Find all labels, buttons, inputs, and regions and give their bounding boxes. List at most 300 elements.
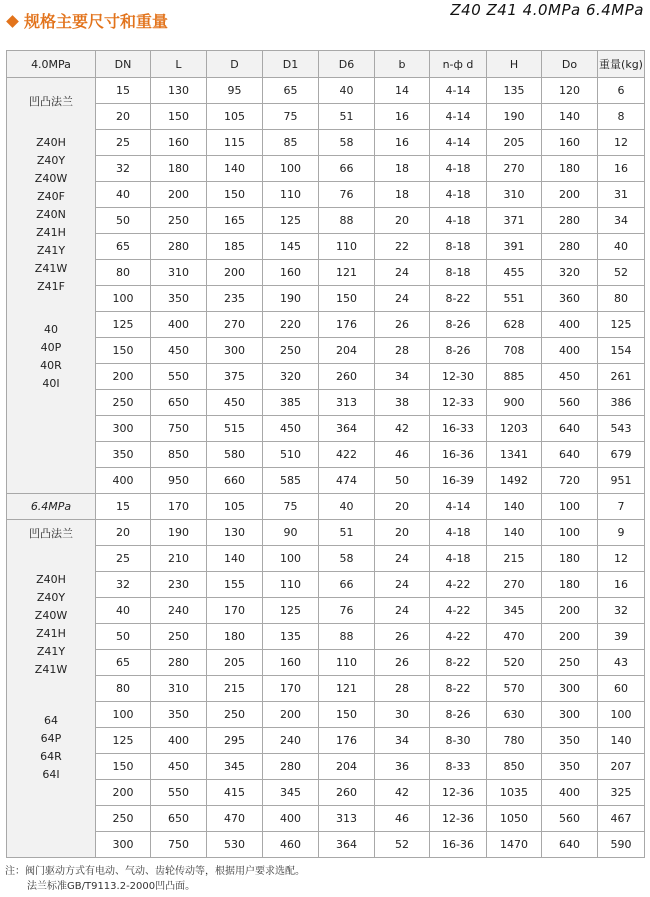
table-cell: 6 xyxy=(598,78,645,104)
table-cell: 140 xyxy=(487,520,542,546)
table-cell: 1035 xyxy=(487,780,542,806)
table-cell: 32 xyxy=(96,572,151,598)
table-cell: 585 xyxy=(263,468,319,494)
table-cell: 170 xyxy=(151,494,207,520)
table-cell: 230 xyxy=(151,572,207,598)
table-cell: 364 xyxy=(319,416,375,442)
table-cell: 300 xyxy=(96,832,151,858)
table-row xyxy=(7,364,645,390)
column-header: n-ф d xyxy=(430,51,487,78)
table-row xyxy=(7,624,645,650)
table-cell: 26 xyxy=(375,650,430,676)
model-code-label: Z41F xyxy=(37,280,65,293)
model-code-label: Z41W xyxy=(34,663,68,676)
table-cell: 20 xyxy=(375,494,430,520)
table-cell: 65 xyxy=(263,78,319,104)
table-cell: 32 xyxy=(598,598,645,624)
table-cell: 520 xyxy=(487,650,542,676)
table-cell: 38 xyxy=(375,390,430,416)
table-cell: 280 xyxy=(263,754,319,780)
table-cell: 125 xyxy=(598,312,645,338)
table-cell: 18 xyxy=(375,156,430,182)
table-cell: 14 xyxy=(375,78,430,104)
table-cell: 371 xyxy=(487,208,542,234)
table-cell: 150 xyxy=(96,754,151,780)
model-code-label: Z40H xyxy=(36,136,66,149)
table-cell: 1050 xyxy=(487,806,542,832)
table-cell: 16 xyxy=(598,156,645,182)
table-cell: 750 xyxy=(151,832,207,858)
table-cell: 100 xyxy=(542,520,598,546)
table-cell: 80 xyxy=(598,286,645,312)
table-cell: 75 xyxy=(263,104,319,130)
table-cell: 250 xyxy=(542,650,598,676)
column-header: DN xyxy=(96,51,151,78)
model-list-cell xyxy=(7,78,96,494)
table-row xyxy=(7,520,645,546)
table-cell: 310 xyxy=(487,182,542,208)
table-row xyxy=(7,598,645,624)
table-cell: 170 xyxy=(263,676,319,702)
table-cell: 40 xyxy=(319,78,375,104)
table-cell: 543 xyxy=(598,416,645,442)
table-cell: 34 xyxy=(598,208,645,234)
table-cell: 8-22 xyxy=(430,676,487,702)
table-row xyxy=(7,78,645,104)
table-cell: 200 xyxy=(542,598,598,624)
table-cell: 4-18 xyxy=(430,546,487,572)
table-cell: 280 xyxy=(542,208,598,234)
table-cell: 140 xyxy=(207,156,263,182)
table-cell: 270 xyxy=(207,312,263,338)
header-row xyxy=(7,51,645,78)
model-label: Z40 Z41 4.0MPa 6.4MPa xyxy=(450,1,644,19)
table-cell: 4-18 xyxy=(430,156,487,182)
model-code-label: Z40H xyxy=(36,573,66,586)
table-cell: 200 xyxy=(542,624,598,650)
model-code-label: 40 xyxy=(44,323,58,336)
table-cell: 450 xyxy=(207,390,263,416)
table-cell: 30 xyxy=(375,702,430,728)
table-cell: 450 xyxy=(151,754,207,780)
table-row xyxy=(7,338,645,364)
table-cell: 8-26 xyxy=(430,312,487,338)
table-cell: 400 xyxy=(96,468,151,494)
column-header: 4.0MPa xyxy=(7,51,96,78)
table-cell: 24 xyxy=(375,572,430,598)
table-cell: 550 xyxy=(151,364,207,390)
table-cell: 210 xyxy=(151,546,207,572)
table-cell: 165 xyxy=(207,208,263,234)
table-cell: 52 xyxy=(598,260,645,286)
table-row xyxy=(7,468,645,494)
table-cell: 135 xyxy=(487,78,542,104)
model-code-label: 40P xyxy=(40,341,62,354)
table-cell: 708 xyxy=(487,338,542,364)
table-cell: 325 xyxy=(598,780,645,806)
note-line: 法兰标准GB/T9113.2-2000凹凸面。 xyxy=(27,881,196,892)
table-cell: 190 xyxy=(263,286,319,312)
table-cell: 185 xyxy=(207,234,263,260)
table-cell: 550 xyxy=(151,780,207,806)
table-cell: 391 xyxy=(487,234,542,260)
table-cell: 52 xyxy=(375,832,430,858)
table-cell: 110 xyxy=(319,650,375,676)
table-cell: 640 xyxy=(542,442,598,468)
table-cell: 100 xyxy=(96,702,151,728)
table-cell: 250 xyxy=(207,702,263,728)
table-cell: 16 xyxy=(598,572,645,598)
table-cell: 345 xyxy=(487,598,542,624)
table-cell: 415 xyxy=(207,780,263,806)
table-cell: 1492 xyxy=(487,468,542,494)
table-row xyxy=(7,156,645,182)
table-cell: 467 xyxy=(598,806,645,832)
table-row xyxy=(7,572,645,598)
table-cell: 350 xyxy=(96,442,151,468)
table-cell: 24 xyxy=(375,546,430,572)
table-cell: 20 xyxy=(96,520,151,546)
table-cell: 850 xyxy=(151,442,207,468)
table-cell: 450 xyxy=(151,338,207,364)
table-cell: 20 xyxy=(375,208,430,234)
table-cell: 65 xyxy=(96,234,151,260)
table-cell: 130 xyxy=(207,520,263,546)
spec-table xyxy=(6,50,645,858)
table-cell: 510 xyxy=(263,442,319,468)
table-row xyxy=(7,650,645,676)
model-code-label: Z41H xyxy=(36,627,66,640)
column-header: D6 xyxy=(319,51,375,78)
table-cell: 4-18 xyxy=(430,520,487,546)
table-cell: 400 xyxy=(542,338,598,364)
table-cell: 8 xyxy=(598,104,645,130)
table-cell: 1341 xyxy=(487,442,542,468)
table-cell: 40 xyxy=(96,182,151,208)
table-cell: 320 xyxy=(263,364,319,390)
table-cell: 125 xyxy=(96,728,151,754)
table-cell: 220 xyxy=(263,312,319,338)
table-cell: 121 xyxy=(319,260,375,286)
table-cell: 22 xyxy=(375,234,430,260)
table-cell: 66 xyxy=(319,572,375,598)
table-cell: 8-18 xyxy=(430,234,487,260)
table-cell: 630 xyxy=(487,702,542,728)
table-cell: 50 xyxy=(375,468,430,494)
table-cell: 125 xyxy=(263,208,319,234)
table-cell: 40 xyxy=(96,598,151,624)
table-cell: 310 xyxy=(151,676,207,702)
table-cell: 51 xyxy=(319,104,375,130)
model-code-label: 凹凸法兰 xyxy=(29,527,73,540)
table-cell: 24 xyxy=(375,598,430,624)
table-cell: 150 xyxy=(319,286,375,312)
table-cell: 313 xyxy=(319,806,375,832)
table-cell: 300 xyxy=(96,416,151,442)
table-cell: 1470 xyxy=(487,832,542,858)
table-cell: 51 xyxy=(319,520,375,546)
table-row xyxy=(7,260,645,286)
table-cell: 240 xyxy=(151,598,207,624)
table-cell: 115 xyxy=(207,130,263,156)
table-cell: 900 xyxy=(487,390,542,416)
table-cell: 145 xyxy=(263,234,319,260)
table-cell: 4-22 xyxy=(430,624,487,650)
table-cell: 650 xyxy=(151,806,207,832)
table-cell: 76 xyxy=(319,182,375,208)
table-cell: 180 xyxy=(542,156,598,182)
table-cell: 180 xyxy=(207,624,263,650)
table-cell: 18 xyxy=(375,182,430,208)
table-cell: 90 xyxy=(263,520,319,546)
model-code-label: Z40Y xyxy=(36,591,66,604)
table-cell: 150 xyxy=(151,104,207,130)
table-cell: 350 xyxy=(542,754,598,780)
table-cell: 36 xyxy=(375,754,430,780)
table-cell: 8-26 xyxy=(430,338,487,364)
table-cell: 26 xyxy=(375,624,430,650)
table-row xyxy=(7,208,645,234)
table-cell: 140 xyxy=(598,728,645,754)
table-cell: 150 xyxy=(96,338,151,364)
table-cell: 110 xyxy=(263,182,319,208)
table-cell: 9 xyxy=(598,520,645,546)
table-cell: 25 xyxy=(96,130,151,156)
table-cell: 34 xyxy=(375,364,430,390)
table-cell: 455 xyxy=(487,260,542,286)
table-cell: 28 xyxy=(375,338,430,364)
table-cell: 8-30 xyxy=(430,728,487,754)
table-cell: 200 xyxy=(96,364,151,390)
table-cell: 460 xyxy=(263,832,319,858)
table-cell: 270 xyxy=(487,156,542,182)
table-cell: 4-22 xyxy=(430,572,487,598)
table-cell: 720 xyxy=(542,468,598,494)
table-cell: 12 xyxy=(598,546,645,572)
table-cell: 551 xyxy=(487,286,542,312)
table-cell: 400 xyxy=(542,312,598,338)
table-row xyxy=(7,494,645,520)
table-row xyxy=(7,312,645,338)
table-cell: 295 xyxy=(207,728,263,754)
model-code-label: Z40N xyxy=(36,208,66,221)
table-cell: 350 xyxy=(542,728,598,754)
table-cell: 200 xyxy=(151,182,207,208)
table-cell: 176 xyxy=(319,728,375,754)
table-cell: 270 xyxy=(487,572,542,598)
table-row xyxy=(7,390,645,416)
table-cell: 16-36 xyxy=(430,832,487,858)
table-cell: 250 xyxy=(96,390,151,416)
table-row xyxy=(7,806,645,832)
column-header: D1 xyxy=(263,51,319,78)
column-header: D xyxy=(207,51,263,78)
table-row xyxy=(7,234,645,260)
model-list-cell xyxy=(7,520,96,858)
header xyxy=(0,0,650,40)
table-cell: 205 xyxy=(487,130,542,156)
table-cell: 250 xyxy=(263,338,319,364)
table-cell: 42 xyxy=(375,416,430,442)
table-cell: 590 xyxy=(598,832,645,858)
table-row xyxy=(7,754,645,780)
table-cell: 88 xyxy=(319,208,375,234)
model-code-label: 64P xyxy=(40,732,62,745)
table-cell: 204 xyxy=(319,338,375,364)
model-code-label: Z41Y xyxy=(36,645,66,658)
table-cell: 150 xyxy=(319,702,375,728)
table-cell: 570 xyxy=(487,676,542,702)
table-cell: 8-26 xyxy=(430,702,487,728)
table-cell: 750 xyxy=(151,416,207,442)
table-cell: 950 xyxy=(151,468,207,494)
table-cell: 200 xyxy=(542,182,598,208)
table-cell: 207 xyxy=(598,754,645,780)
table-cell: 640 xyxy=(542,416,598,442)
table-cell: 200 xyxy=(207,260,263,286)
table-cell: 780 xyxy=(487,728,542,754)
table-cell: 280 xyxy=(151,650,207,676)
table-cell: 85 xyxy=(263,130,319,156)
table-cell: 350 xyxy=(151,702,207,728)
table-row xyxy=(7,442,645,468)
table-cell: 34 xyxy=(375,728,430,754)
model-code-label: Z41H xyxy=(36,226,66,239)
table-cell: 385 xyxy=(263,390,319,416)
table-cell: 422 xyxy=(319,442,375,468)
table-cell: 515 xyxy=(207,416,263,442)
table-cell: 260 xyxy=(319,780,375,806)
table-cell: 80 xyxy=(96,676,151,702)
table-cell: 4-14 xyxy=(430,78,487,104)
table-cell: 190 xyxy=(151,520,207,546)
table-cell: 75 xyxy=(263,494,319,520)
table-cell: 240 xyxy=(263,728,319,754)
table-cell: 66 xyxy=(319,156,375,182)
table-cell: 4-18 xyxy=(430,208,487,234)
table-cell: 650 xyxy=(151,390,207,416)
table-cell: 400 xyxy=(263,806,319,832)
table-cell: 110 xyxy=(263,572,319,598)
table-cell: 100 xyxy=(263,546,319,572)
table-cell: 300 xyxy=(207,338,263,364)
column-header: b xyxy=(375,51,430,78)
table-cell: 320 xyxy=(542,260,598,286)
table-cell: 16-33 xyxy=(430,416,487,442)
model-code-label: 凹凸法兰 xyxy=(29,95,73,108)
table-cell: 105 xyxy=(207,104,263,130)
model-code-label: Z40F xyxy=(37,190,65,203)
table-cell: 32 xyxy=(96,156,151,182)
model-code-label: Z40W xyxy=(34,609,68,622)
table-cell: 350 xyxy=(151,286,207,312)
section-title xyxy=(6,9,168,32)
model-code-label: Z41Y xyxy=(36,244,66,257)
table-cell: 31 xyxy=(598,182,645,208)
table-cell: 580 xyxy=(207,442,263,468)
table-cell: 4-14 xyxy=(430,130,487,156)
table-cell: 200 xyxy=(96,780,151,806)
table-cell: 24 xyxy=(375,260,430,286)
table-cell: 8-18 xyxy=(430,260,487,286)
table-cell: 190 xyxy=(487,104,542,130)
table-cell: 58 xyxy=(319,130,375,156)
table-cell: 250 xyxy=(96,806,151,832)
model-code-label: 64I xyxy=(42,768,60,781)
table-cell: 850 xyxy=(487,754,542,780)
table-cell: 125 xyxy=(263,598,319,624)
table-cell: 280 xyxy=(542,234,598,260)
table-cell: 50 xyxy=(96,624,151,650)
table-cell: 12-33 xyxy=(430,390,487,416)
table-cell: 16 xyxy=(375,130,430,156)
table-cell: 8-22 xyxy=(430,650,487,676)
table-cell: 76 xyxy=(319,598,375,624)
table-cell: 951 xyxy=(598,468,645,494)
table-cell: 16 xyxy=(375,104,430,130)
table-cell: 4-14 xyxy=(430,494,487,520)
table-cell: 12-36 xyxy=(430,806,487,832)
pressure-label: 6.4MPa xyxy=(7,494,96,520)
table-cell: 15 xyxy=(96,78,151,104)
table-cell: 885 xyxy=(487,364,542,390)
model-code-label: 40R xyxy=(40,359,62,372)
table-cell: 261 xyxy=(598,364,645,390)
table-cell: 660 xyxy=(207,468,263,494)
table-cell: 15 xyxy=(96,494,151,520)
table-cell: 180 xyxy=(151,156,207,182)
section-title-text: 规格主要尺寸和重量 xyxy=(24,12,169,31)
model-code-label: Z40Y xyxy=(36,154,66,167)
table-cell: 12-30 xyxy=(430,364,487,390)
table-cell: 345 xyxy=(207,754,263,780)
table-row xyxy=(7,832,645,858)
table-cell: 450 xyxy=(542,364,598,390)
table-cell: 65 xyxy=(96,650,151,676)
table-cell: 260 xyxy=(319,364,375,390)
table-cell: 400 xyxy=(151,728,207,754)
table-cell: 180 xyxy=(542,546,598,572)
table-cell: 12 xyxy=(598,130,645,156)
table-cell: 470 xyxy=(487,624,542,650)
table-cell: 280 xyxy=(151,234,207,260)
table-cell: 313 xyxy=(319,390,375,416)
table-row xyxy=(7,104,645,130)
table-cell: 150 xyxy=(207,182,263,208)
table-cell: 250 xyxy=(151,624,207,650)
table-row xyxy=(7,286,645,312)
column-header: L xyxy=(151,51,207,78)
table-cell: 16-39 xyxy=(430,468,487,494)
table-cell: 43 xyxy=(598,650,645,676)
table-cell: 640 xyxy=(542,832,598,858)
table-row xyxy=(7,182,645,208)
table-cell: 140 xyxy=(207,546,263,572)
table-cell: 39 xyxy=(598,624,645,650)
table-cell: 250 xyxy=(151,208,207,234)
table-cell: 46 xyxy=(375,442,430,468)
table-cell: 474 xyxy=(319,468,375,494)
table-row xyxy=(7,728,645,754)
table-cell: 560 xyxy=(542,806,598,832)
table-cell: 364 xyxy=(319,832,375,858)
table-cell: 121 xyxy=(319,676,375,702)
table-cell: 679 xyxy=(598,442,645,468)
table-cell: 345 xyxy=(263,780,319,806)
column-header: 重量(kg) xyxy=(598,51,645,78)
table-cell: 310 xyxy=(151,260,207,286)
table-cell: 300 xyxy=(542,676,598,702)
